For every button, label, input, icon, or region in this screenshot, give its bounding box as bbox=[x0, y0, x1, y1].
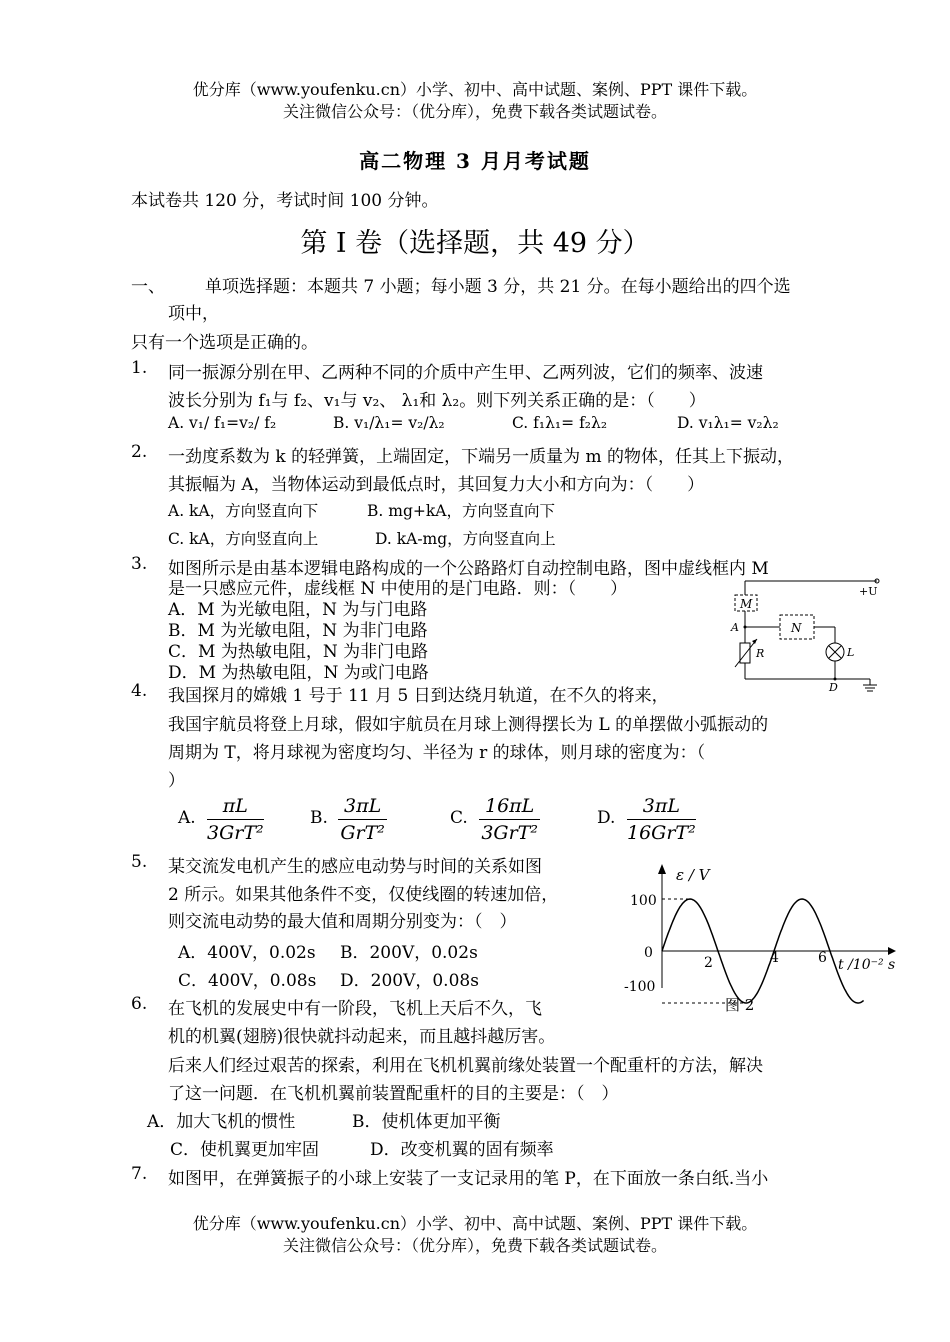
option-b-numerator: 3πL bbox=[338, 795, 387, 820]
section-title: 第 I 卷（选择题，共 49 分） bbox=[300, 228, 650, 259]
question-number: 6. bbox=[131, 994, 148, 1014]
question-number: 2. bbox=[131, 442, 148, 462]
question-text: 机的机翼(翅膀)很快就抖动起来，而且越抖越厉害。 bbox=[168, 1027, 556, 1047]
option-a: A．M 为光敏电阻，N 为与门电路 bbox=[168, 600, 428, 620]
question-text: 后来人们经过艰苦的探索，利用在飞机机翼前缘处装置一个配重杆的方法，解决 bbox=[168, 1056, 763, 1076]
label-r: R bbox=[756, 647, 765, 660]
option-d-fraction bbox=[627, 795, 696, 844]
intro-text: 本试卷共 120 分，考试时间 100 分钟。 bbox=[131, 191, 439, 211]
circuit-diagram bbox=[725, 575, 890, 697]
question-number: 4. bbox=[131, 681, 148, 701]
option-b-fraction bbox=[338, 795, 387, 844]
option-b-label: B. bbox=[310, 808, 328, 828]
question-text: 2 所示。如果其他条件不变，仅使线圈的转速加倍， bbox=[168, 885, 559, 905]
y-tick-0: 0 bbox=[644, 945, 653, 961]
option-a-label: A. bbox=[178, 808, 196, 828]
option-c: C．使机翼更加牢固 bbox=[170, 1140, 320, 1160]
question-number: 3. bbox=[131, 554, 148, 574]
option-c-denominator: 3GrT² bbox=[481, 822, 538, 844]
option-c: C. f₁λ₁= f₂λ₂ bbox=[512, 414, 608, 432]
option-b: B. mg+kA，方向竖直向下 bbox=[367, 502, 555, 520]
emf-time-graph bbox=[620, 858, 900, 1018]
part-number: 一、 bbox=[131, 277, 165, 297]
option-d-denominator: 16GrT² bbox=[627, 822, 696, 844]
option-c-label: C. bbox=[450, 808, 468, 828]
question-text: 其振幅为 A，当物体运动到最低点时，其回复力大小和方向为：（ ） bbox=[168, 475, 705, 495]
question-text: 则交流电动势的最大值和周期分别变为：（ ） bbox=[168, 912, 517, 932]
y-tick-neg100: -100 bbox=[624, 979, 656, 995]
label-u: +U bbox=[859, 585, 878, 598]
option-b: B．200V，0.02s bbox=[340, 943, 478, 963]
y-axis-label: ε / V bbox=[676, 866, 710, 884]
option-d: D．M 为热敏电阻，N 为或门电路 bbox=[168, 663, 429, 683]
footer-line-2: 关注微信公众号：（优分库），免费下载各类试题试卷。 bbox=[282, 1236, 667, 1255]
option-a-numerator: πL bbox=[207, 795, 264, 820]
figure-caption: 图 2 bbox=[725, 996, 755, 1014]
option-a: A. kA，方向竖直向下 bbox=[168, 502, 319, 520]
option-c-fraction bbox=[479, 795, 540, 844]
label-m: M bbox=[740, 597, 753, 611]
question-text: 波长分别为 f₁与 f₂、v₁与 v₂、 λ₁和 λ₂。则下列关系正确的是：（ ） bbox=[168, 391, 706, 411]
x-tick-2: 2 bbox=[704, 955, 713, 971]
option-d-label: D. bbox=[597, 808, 616, 828]
question-text: 同一振源分别在甲、乙两种不同的介质中产生甲、乙两列波，它们的频率、波速 bbox=[168, 363, 763, 383]
label-l: L bbox=[847, 646, 855, 659]
question-number: 7. bbox=[131, 1164, 148, 1184]
option-b-denominator: GrT² bbox=[340, 822, 385, 844]
x-tick-6: 6 bbox=[818, 950, 827, 966]
question-text: ） bbox=[168, 771, 185, 791]
label-a: A bbox=[731, 621, 739, 634]
option-c: C．400V，0.08s bbox=[178, 971, 317, 991]
label-d: D bbox=[829, 681, 838, 694]
question-text: 在飞机的发展史中有一阶段，飞机上天后不久，飞 bbox=[168, 999, 542, 1019]
option-a-fraction bbox=[207, 795, 264, 844]
option-a: A. v₁/ f₁=v₂/ f₂ bbox=[168, 414, 277, 432]
question-text: 了这一问题．在飞机机翼前装置配重杆的目的主要是：（ ） bbox=[168, 1084, 619, 1104]
question-text: 一劲度系数为 k 的轻弹簧，上端固定，下端另一质量为 m 的物体，任其上下振动， bbox=[168, 447, 795, 467]
question-number: 1. bbox=[131, 358, 148, 378]
option-b: B. v₁/λ₁= v₂/λ₂ bbox=[333, 414, 445, 432]
part-heading-line-1: 单项选择题：本题共 7 小题；每小题 3 分，共 21 分。在每小题给出的四个选 bbox=[205, 277, 791, 297]
option-a-denominator: 3GrT² bbox=[207, 822, 264, 844]
option-d-numerator: 3πL bbox=[627, 795, 696, 820]
option-c: C. kA，方向竖直向上 bbox=[168, 530, 319, 548]
question-text: 我国探月的嫦娥 1 号于 11 月 5 日到达绕月轨道，在不久的将来， bbox=[168, 686, 669, 706]
option-d: D. kA-mg，方向竖直向上 bbox=[375, 530, 556, 548]
question-text: 如图甲，在弹簧振子的小球上安装了一支记录用的笔 P，在下面放一条白纸.当小 bbox=[168, 1169, 769, 1189]
option-d: D．200V，0.08s bbox=[340, 971, 479, 991]
question-number: 5. bbox=[131, 852, 148, 872]
question-text: 我国宇航员将登上月球，假如宇航员在月球上测得摆长为 L 的单摆做小弧振动的 bbox=[168, 715, 769, 735]
x-axis-label: t /10⁻² s bbox=[838, 957, 896, 973]
option-b: B．M 为光敏电阻，N 为非门电路 bbox=[168, 621, 428, 641]
option-d: D. v₁λ₁= v₂λ₂ bbox=[677, 414, 779, 432]
header-line-1: 优分库（www.youfenku.cn）小学、初中、高中试题、案例、PPT 课件下载。 bbox=[192, 80, 758, 99]
part-heading-line-2: 项中， bbox=[168, 304, 219, 324]
x-tick-4: 4 bbox=[770, 950, 779, 966]
y-tick-100: 100 bbox=[630, 893, 657, 909]
option-a: A．400V，0.02s bbox=[178, 943, 316, 963]
question-text: 如图所示是由基本逻辑电路构成的一个公路路灯自动控制电路，图中虚线框内 M bbox=[168, 559, 769, 579]
part-heading-line-3: 只有一个选项是正确的。 bbox=[131, 333, 318, 353]
header-line-2: 关注微信公众号：（优分库），免费下载各类试题试卷。 bbox=[282, 102, 667, 121]
question-text: 某交流发电机产生的感应电动势与时间的关系如图 bbox=[168, 857, 542, 877]
option-b: B．使机体更加平衡 bbox=[352, 1112, 501, 1132]
option-d: D．改变机翼的固有频率 bbox=[370, 1140, 554, 1160]
label-n: N bbox=[791, 621, 802, 635]
footer-line-1: 优分库（www.youfenku.cn）小学、初中、高中试题、案例、PPT 课件下载。 bbox=[192, 1214, 758, 1233]
option-c-numerator: 16πL bbox=[479, 795, 540, 820]
question-text: 是一只感应元件，虚线框 N 中使用的是门电路．则：（ ） bbox=[168, 579, 628, 599]
option-c: C．M 为热敏电阻，N 为非门电路 bbox=[168, 642, 429, 662]
option-a: A．加大飞机的惯性 bbox=[147, 1112, 296, 1132]
question-text: 周期为 T，将月球视为密度均匀、半径为 r 的球体，则月球的密度为：（ bbox=[168, 743, 706, 763]
page-title: 高二物理 3 月月考试题 bbox=[359, 149, 591, 173]
